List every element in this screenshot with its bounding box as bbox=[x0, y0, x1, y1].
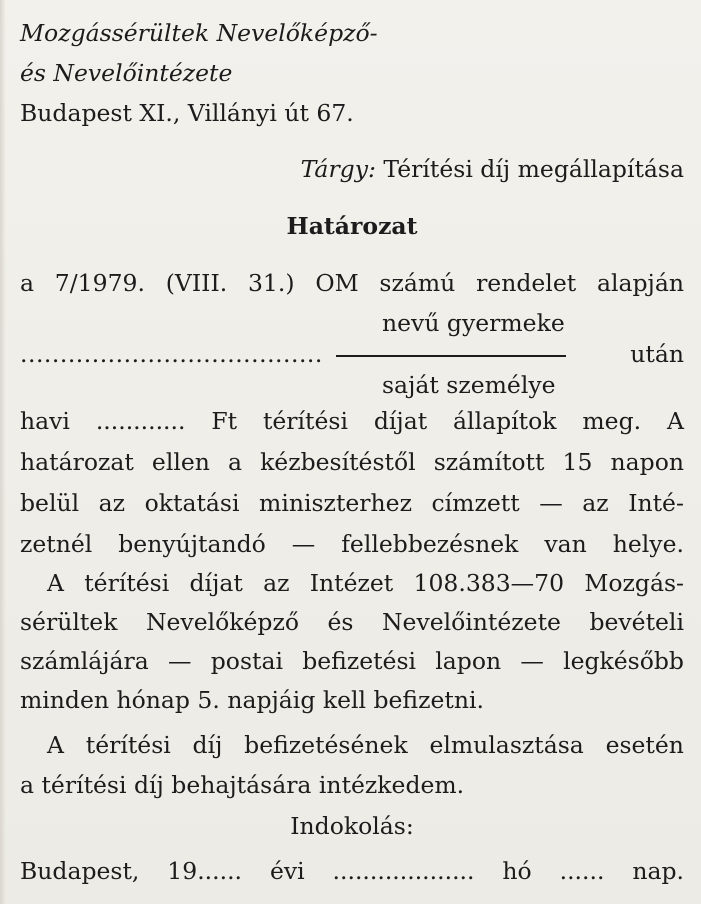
word: díjat bbox=[373, 407, 428, 435]
word: legkésőbb bbox=[563, 647, 684, 675]
word: az bbox=[582, 489, 609, 517]
word: A bbox=[47, 731, 64, 759]
word: 31.) bbox=[247, 269, 295, 297]
word: A bbox=[47, 569, 64, 597]
word: és bbox=[327, 608, 354, 636]
word: A bbox=[666, 407, 684, 435]
word: Nevelőintézete bbox=[381, 608, 561, 636]
institution-name-line1: Mozgássérültek Nevelőképző- bbox=[20, 19, 378, 47]
word: számított bbox=[433, 448, 545, 476]
word: a bbox=[20, 269, 35, 297]
reasoning-heading: Indokolás: bbox=[290, 812, 414, 840]
word: az bbox=[98, 489, 126, 517]
option-child: nevű gyermeke bbox=[382, 309, 565, 337]
word: díj bbox=[192, 731, 223, 759]
subject-label: Tárgy: bbox=[300, 155, 376, 183]
year-blank: 19...... bbox=[167, 857, 243, 885]
word: befizetési bbox=[302, 647, 417, 675]
word: Ft bbox=[211, 407, 238, 435]
word: állapítok bbox=[453, 407, 557, 435]
account-number: 108.383—70 bbox=[413, 569, 565, 597]
word: napon bbox=[610, 448, 684, 476]
body-line-9 bbox=[47, 568, 684, 598]
word: az bbox=[263, 569, 290, 597]
word: meg. bbox=[582, 407, 642, 435]
word: zetnél bbox=[20, 530, 93, 558]
word: — bbox=[539, 489, 563, 517]
body-line-1 bbox=[20, 268, 684, 298]
body-line-8 bbox=[20, 529, 684, 559]
body-line-6 bbox=[20, 447, 684, 477]
body-line-10 bbox=[20, 607, 684, 637]
word: térítési bbox=[262, 407, 348, 435]
word: bevételi bbox=[589, 608, 684, 636]
word: Intézet bbox=[309, 569, 394, 597]
word: kézbesítéstől bbox=[260, 448, 416, 476]
word: rendelet bbox=[476, 269, 577, 297]
page-edge-shadow bbox=[0, 0, 6, 904]
month-blank: ................... bbox=[332, 857, 475, 885]
word: díjat bbox=[189, 569, 243, 597]
name-blank: ...................................... bbox=[20, 340, 323, 368]
word: Inté- bbox=[628, 489, 684, 517]
option-self: saját személye bbox=[382, 371, 556, 399]
word: címzett bbox=[431, 489, 520, 517]
word: — bbox=[291, 530, 316, 558]
word: sérültek bbox=[20, 608, 118, 636]
body-line-14: a térítési díj behajtására intézkedem. bbox=[20, 771, 465, 799]
word: nap. bbox=[632, 857, 684, 885]
subject-text: Térítési díj megállapítása bbox=[383, 155, 684, 183]
word: oktatási bbox=[144, 489, 240, 517]
word: — bbox=[168, 647, 192, 675]
word: térítési bbox=[84, 569, 170, 597]
word: a bbox=[227, 448, 242, 476]
word: OM bbox=[315, 269, 359, 297]
word: — bbox=[520, 647, 544, 675]
word: határozat bbox=[20, 448, 134, 476]
word: térítési bbox=[85, 731, 171, 759]
word: Budapest, bbox=[20, 857, 140, 885]
word: elmulasztása bbox=[429, 731, 584, 759]
word: van bbox=[544, 530, 587, 558]
word: alapján bbox=[596, 269, 684, 297]
word: Mozgás- bbox=[584, 569, 684, 597]
word: helye. bbox=[612, 530, 684, 558]
strike-rule bbox=[336, 355, 566, 357]
word: ellen bbox=[151, 448, 210, 476]
institution-address: Budapest XI., Villányi út 67. bbox=[20, 99, 354, 127]
word: évi bbox=[269, 857, 305, 885]
word: postai bbox=[210, 647, 283, 675]
word: 15 bbox=[562, 448, 593, 476]
body-line-11 bbox=[20, 646, 684, 676]
body-line-3 bbox=[20, 339, 684, 369]
word: Nevelőképző bbox=[145, 608, 299, 636]
word: 7/1979. bbox=[54, 269, 145, 297]
word: számú bbox=[379, 269, 456, 297]
word: fellebbezésnek bbox=[341, 530, 519, 558]
institution-name-line2: és Nevelőintézete bbox=[20, 59, 233, 87]
word: belül bbox=[20, 489, 80, 517]
document-title: Határozat bbox=[286, 212, 418, 240]
word: számlájára bbox=[20, 647, 149, 675]
body-line-13 bbox=[47, 730, 684, 760]
amount-blank: ............ bbox=[95, 407, 186, 435]
day-blank: ...... bbox=[559, 857, 605, 885]
date-line bbox=[20, 856, 684, 886]
word: befizetésének bbox=[244, 731, 408, 759]
body-line-12: minden hónap 5. napjáig kell befizetni. bbox=[20, 686, 484, 714]
word: benyújtandó bbox=[118, 530, 266, 558]
body-line-7 bbox=[20, 488, 684, 518]
word: hó bbox=[502, 857, 532, 885]
subject-line bbox=[20, 154, 684, 184]
body-line-5 bbox=[20, 406, 684, 436]
word: (VIII. bbox=[165, 269, 228, 297]
word: után bbox=[630, 340, 684, 368]
word: miniszterhez bbox=[259, 489, 412, 517]
word: havi bbox=[20, 407, 70, 435]
word: lapon bbox=[435, 647, 502, 675]
word: esetén bbox=[605, 731, 684, 759]
